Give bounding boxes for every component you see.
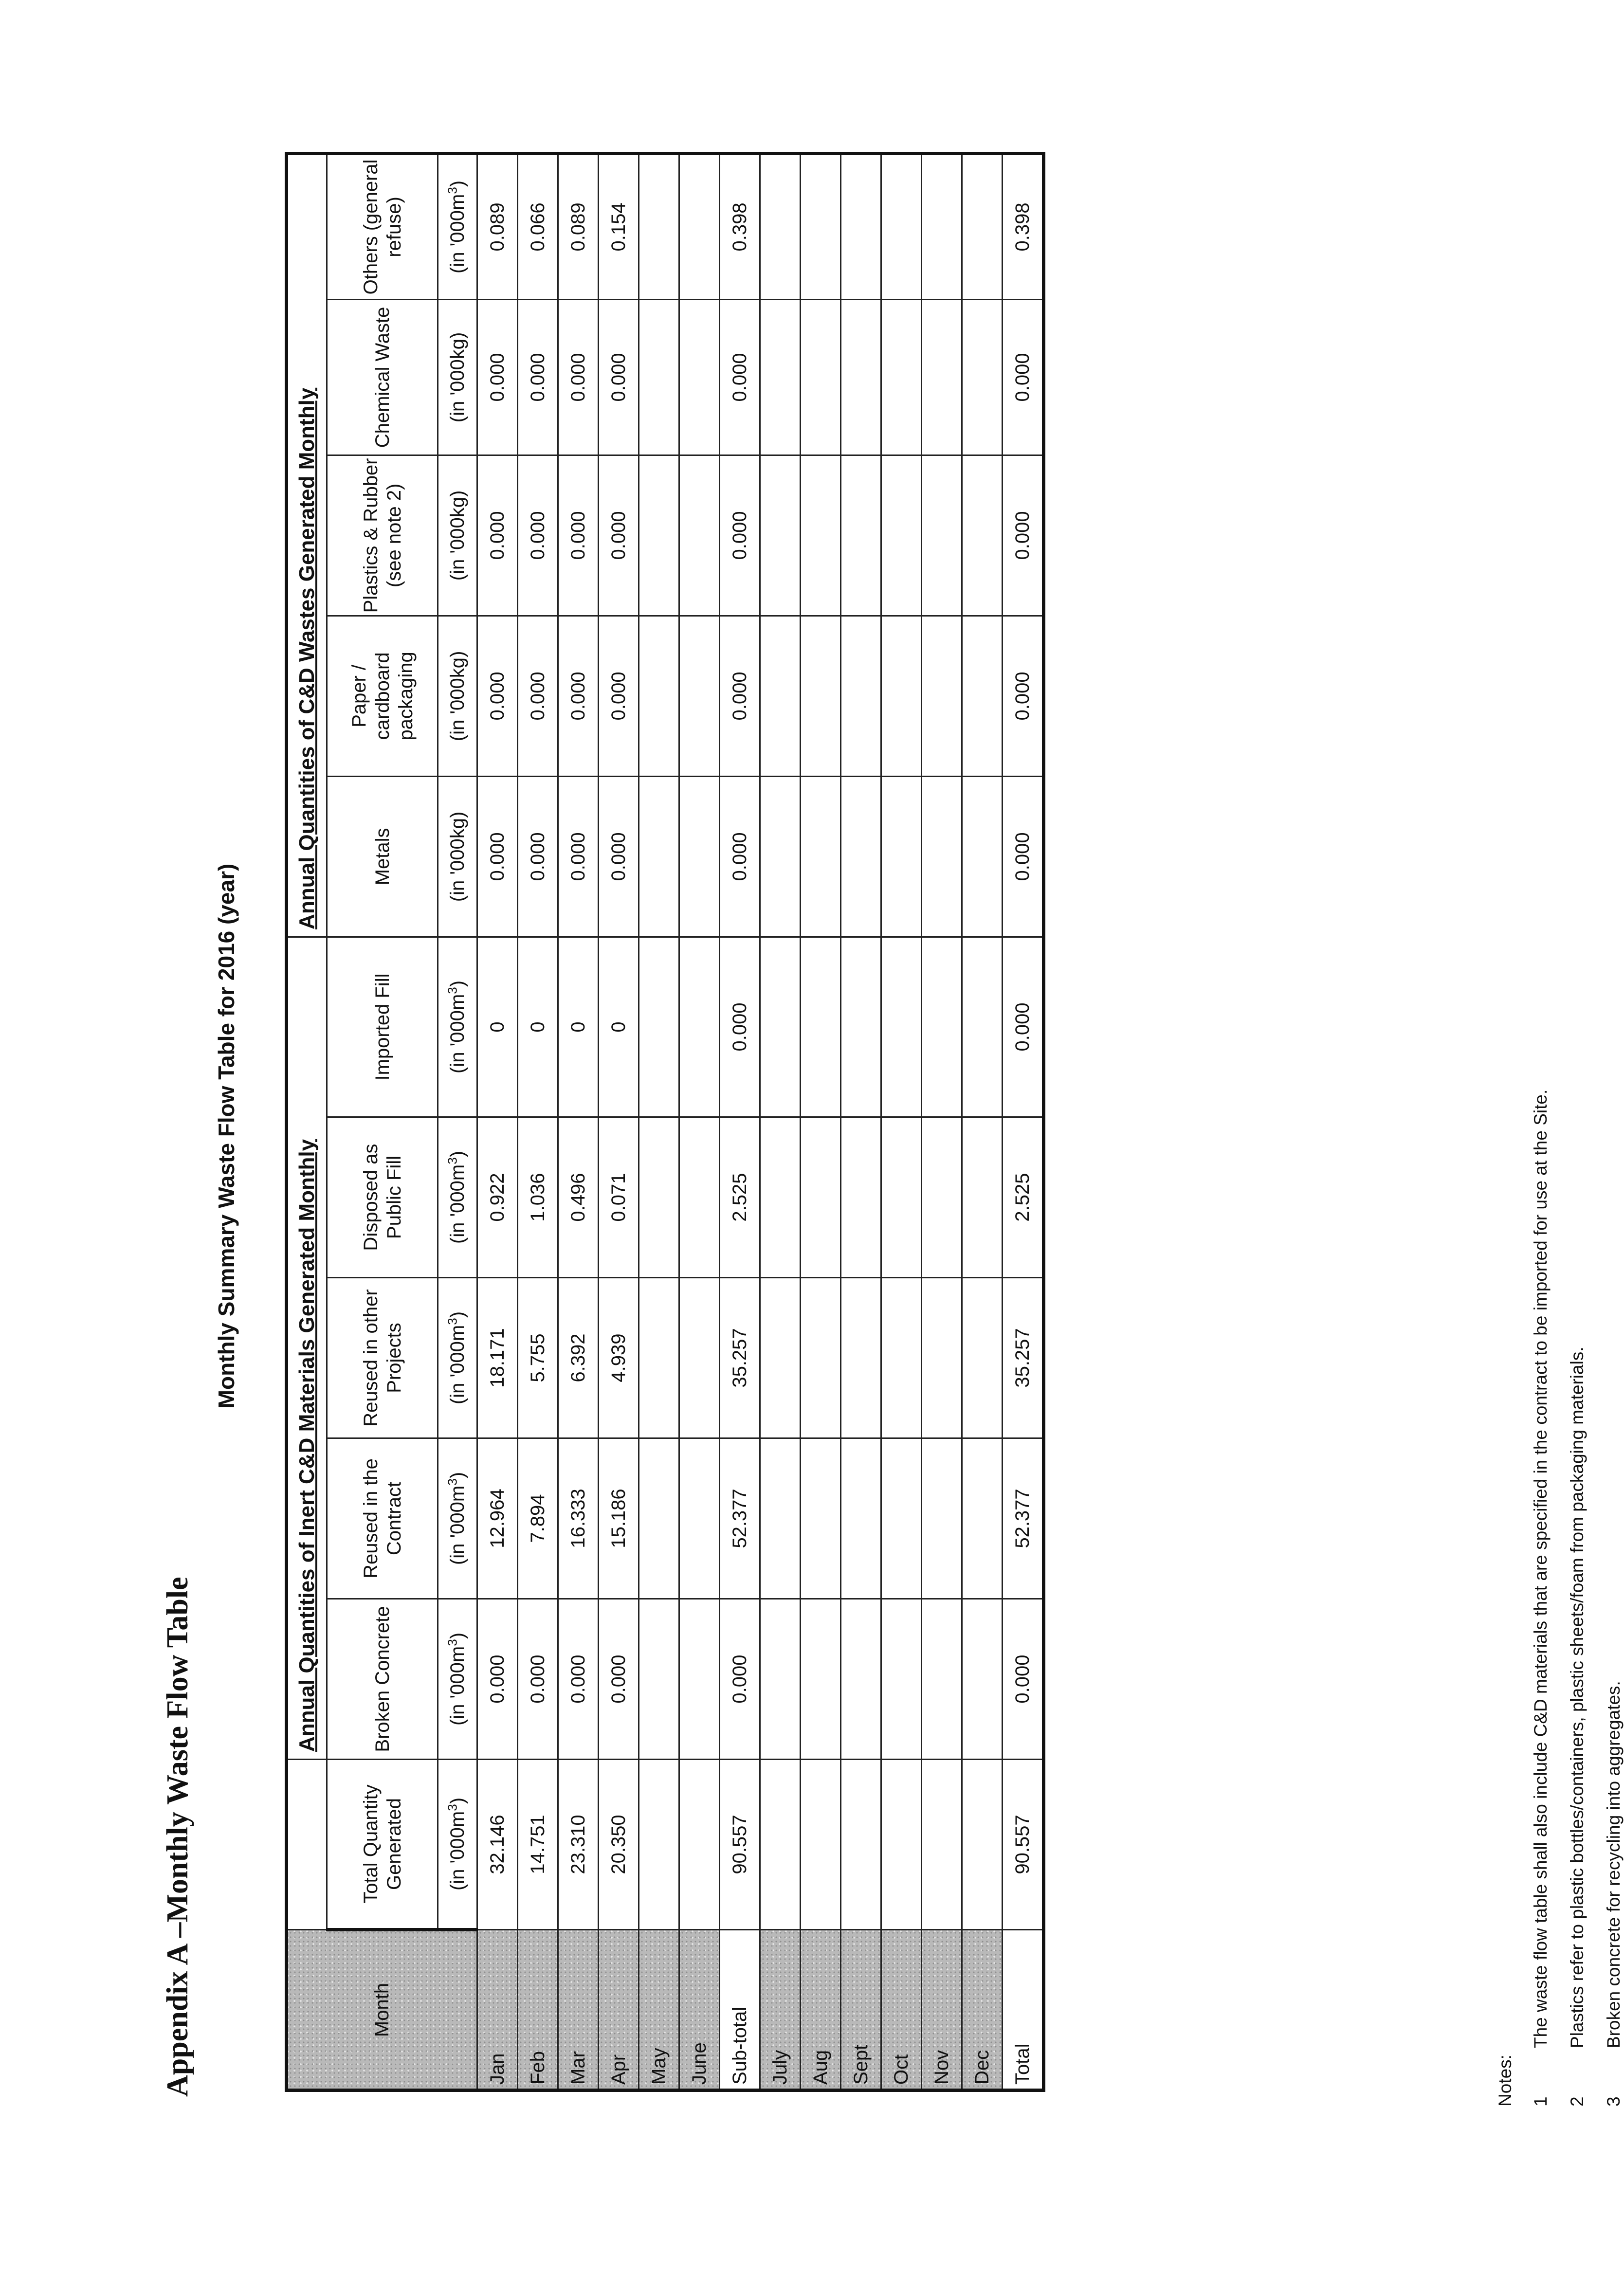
table-cell — [922, 616, 962, 776]
table-cell — [962, 299, 1003, 455]
table-cell: 15.186 — [599, 1438, 639, 1599]
table-cell: 5.755 — [518, 1278, 558, 1438]
table-cell: 0 — [558, 937, 599, 1117]
table-cell: 0.000 — [720, 1599, 760, 1760]
table-cell: 0.000 — [477, 455, 518, 616]
table-row — [679, 153, 720, 2090]
note-number: 1 — [1531, 2096, 1551, 2107]
month-cell: Dec — [962, 1930, 1003, 2090]
table-cell: 0.000 — [720, 937, 760, 1117]
col-header-paper: Paper / cardboard packaging — [327, 616, 438, 776]
table-cell: 0.071 — [599, 1117, 639, 1278]
month-cell: June — [679, 1930, 720, 2090]
table-cell: 0.000 — [1003, 937, 1044, 1117]
table-cell — [679, 937, 720, 1117]
month-cell: Apr — [599, 1930, 639, 2090]
note-item — [1567, 1346, 1588, 2107]
table-row — [922, 153, 962, 2090]
table-cell: 0.154 — [599, 153, 639, 299]
table-cell — [841, 776, 881, 937]
table-cell: 0.000 — [558, 616, 599, 776]
table-cell: 0.000 — [1003, 299, 1044, 455]
table-cell: 32.146 — [477, 1760, 518, 1930]
table-cell: 0.000 — [720, 299, 760, 455]
table-cell — [922, 299, 962, 455]
table-cell — [760, 776, 801, 937]
table-cell: 4.939 — [599, 1278, 639, 1438]
table-cell: 35.257 — [720, 1278, 760, 1438]
table-row — [881, 153, 922, 2090]
table-cell: 35.257 — [1003, 1278, 1044, 1438]
table-cell — [922, 1438, 962, 1599]
unit-cell: (in '000kg) — [438, 299, 477, 455]
table-cell — [679, 1278, 720, 1438]
table-cell — [881, 1760, 922, 1930]
table-cell — [922, 937, 962, 1117]
table-cell: 0.000 — [1003, 616, 1044, 776]
note-item — [1604, 1681, 1624, 2107]
table-cell — [801, 299, 841, 455]
table-row — [477, 153, 518, 2090]
table-cell — [881, 455, 922, 616]
table-cell: 0.000 — [477, 776, 518, 937]
month-header-label: Month — [371, 1982, 393, 2037]
table-cell: 0.000 — [599, 776, 639, 937]
table-cell — [881, 1438, 922, 1599]
blank-header-cell — [287, 1760, 327, 1930]
table-cell: 0.000 — [558, 776, 599, 937]
table-cell: 2.525 — [720, 1117, 760, 1278]
inert-group-header: Annual Quantities of Inert C&D Materials Generated Monthly — [287, 937, 327, 1759]
note-text: The waste flow table shall also include C&D materials that are specified in the contract to be imported for use at the Site. — [1531, 1089, 1551, 2048]
table-cell — [639, 153, 679, 299]
unit-cell: (in '000kg) — [438, 776, 477, 937]
table-cell: 0.000 — [558, 299, 599, 455]
table-cell — [760, 1599, 801, 1760]
table-cell — [801, 1117, 841, 1278]
col-header-chemical: Chemical Waste — [327, 299, 438, 455]
table-cell — [962, 1278, 1003, 1438]
month-cell: Total — [1003, 1930, 1044, 2090]
table-cell — [760, 937, 801, 1117]
month-header — [287, 1930, 477, 2090]
superscript: 3 — [445, 187, 460, 194]
table-cell — [881, 1278, 922, 1438]
cd-wastes-group-header: Annual Quantities of C&D Wastes Generated Monthly — [287, 153, 327, 937]
table-cell: 90.557 — [720, 1760, 760, 1930]
table-cell — [922, 1599, 962, 1760]
total-row — [1003, 153, 1044, 2090]
table-cell: 90.557 — [1003, 1760, 1044, 1930]
table-cell: 0.000 — [599, 1599, 639, 1760]
table-cell — [639, 776, 679, 937]
col-header-others: Others (general refuse) — [327, 153, 438, 299]
table-cell: 0.000 — [477, 616, 518, 776]
notes-heading: Notes: — [1495, 2054, 1515, 2107]
unit-cell: (in '$000m^3$) — [438, 1278, 477, 1438]
unit-cell: (in '$000m^3$) — [438, 937, 477, 1117]
table-cell: 0.066 — [518, 153, 558, 299]
table-cell — [922, 153, 962, 299]
table-row — [760, 153, 801, 2090]
table-cell: 0.000 — [518, 616, 558, 776]
table-cell — [881, 1117, 922, 1278]
table-cell — [962, 776, 1003, 937]
table-cell — [679, 776, 720, 937]
table-row — [558, 153, 599, 2090]
table-cell — [881, 1599, 922, 1760]
table-cell — [679, 1438, 720, 1599]
table-cell — [881, 153, 922, 299]
units-row — [438, 153, 477, 2090]
table-cell — [760, 1760, 801, 1930]
table-cell: 0 — [599, 937, 639, 1117]
table-cell — [841, 153, 881, 299]
appendix-title: Appendix A –Monthly Waste Flow Table — [161, 1577, 194, 2097]
table-cell: 0 — [518, 937, 558, 1117]
table-cell: 0.496 — [558, 1117, 599, 1278]
table-cell — [801, 616, 841, 776]
table-cell: 14.751 — [518, 1760, 558, 1930]
table-cell — [962, 1117, 1003, 1278]
table-cell — [639, 1760, 679, 1930]
month-cell: Nov — [922, 1930, 962, 2090]
table-cell: 0.922 — [477, 1117, 518, 1278]
note-text: Plastics refer to plastic bottles/containers, plastic sheets/foam from packaging materials. — [1567, 1346, 1587, 2048]
unit-cell: (in '000kg) — [438, 616, 477, 776]
table-cell — [841, 1117, 881, 1278]
superscript: 3 — [445, 1157, 460, 1164]
table-cell — [962, 616, 1003, 776]
table-cell — [801, 1438, 841, 1599]
table-cell — [922, 1278, 962, 1438]
table-cell — [639, 455, 679, 616]
table-cell — [760, 455, 801, 616]
table-cell — [841, 455, 881, 616]
table-cell — [760, 1438, 801, 1599]
table-cell: 0.000 — [558, 1599, 599, 1760]
table-cell: 0.089 — [477, 153, 518, 299]
table-cell — [639, 616, 679, 776]
table-cell: 12.964 — [477, 1438, 518, 1599]
table-cell: 0.000 — [599, 616, 639, 776]
table-cell — [841, 1599, 881, 1760]
superscript: 3 — [445, 1318, 460, 1325]
table-cell: 6.392 — [558, 1278, 599, 1438]
table-cell — [760, 616, 801, 776]
superscript: 3 — [445, 1804, 460, 1811]
table-cell — [922, 776, 962, 937]
table-cell: 2.525 — [1003, 1117, 1044, 1278]
table-cell: 0.000 — [518, 776, 558, 937]
table-cell: 0.000 — [518, 299, 558, 455]
table-cell — [639, 937, 679, 1117]
table-cell: 18.171 — [477, 1278, 518, 1438]
table-cell — [841, 299, 881, 455]
table-cell — [881, 937, 922, 1117]
table-cell — [679, 1760, 720, 1930]
table-cell: 0.000 — [720, 776, 760, 937]
waste-flow-table — [285, 152, 1045, 2092]
table-cell — [962, 1438, 1003, 1599]
col-header-broken-concrete: Broken Concrete — [327, 1599, 438, 1760]
month-cell: July — [760, 1930, 801, 2090]
table-row — [841, 153, 881, 2090]
superscript: 3 — [445, 1639, 460, 1646]
table-cell — [639, 299, 679, 455]
table-cell — [962, 1599, 1003, 1760]
unit-cell: (in '$000m^3$) — [438, 153, 477, 299]
table-cell: 0.398 — [1003, 153, 1044, 299]
table-cell — [801, 455, 841, 616]
col-header-public-fill: Disposed as Public Fill — [327, 1117, 438, 1278]
table-cell — [922, 455, 962, 616]
table-row — [599, 153, 639, 2090]
month-cell: Jan — [477, 1930, 518, 2090]
table-cell: 0.000 — [518, 455, 558, 616]
table-cell — [962, 455, 1003, 616]
note-item — [1531, 1090, 1551, 2107]
table-cell — [679, 1117, 720, 1278]
table-cell — [760, 1278, 801, 1438]
table-title-text: Monthly Summary Waste Flow Table for 2016 (year) — [214, 863, 239, 1409]
table-cell — [841, 1760, 881, 1930]
note-text: Broken concrete for recycling into aggregates. — [1604, 1681, 1624, 2048]
month-cell: Sub-total — [720, 1930, 760, 2090]
unit-cell: (in '$000m^3$) — [438, 1438, 477, 1599]
table-cell: 0.000 — [599, 455, 639, 616]
table-cell: 52.377 — [1003, 1438, 1044, 1599]
month-cell: Aug — [801, 1930, 841, 2090]
col-header-total-quantity: Total Quantity Generated — [327, 1760, 438, 1930]
table-cell — [841, 937, 881, 1117]
table-cell — [639, 1278, 679, 1438]
table-cell — [639, 1117, 679, 1278]
table-cell — [801, 937, 841, 1117]
table-cell: 0.000 — [1003, 1599, 1044, 1760]
table-cell — [841, 1278, 881, 1438]
table-cell: 20.350 — [599, 1760, 639, 1930]
table-cell: 0.000 — [720, 455, 760, 616]
col-header-metals: Metals — [327, 776, 438, 937]
col-header-reused-other: Reused in other Projects — [327, 1278, 438, 1438]
table-cell — [679, 455, 720, 616]
table-cell — [639, 1599, 679, 1760]
table-cell: 0.089 — [558, 153, 599, 299]
subtotal-row — [720, 153, 760, 2090]
table-cell: 0.000 — [720, 616, 760, 776]
month-cell: Feb — [518, 1930, 558, 2090]
table-cell: 23.310 — [558, 1760, 599, 1930]
table-cell — [679, 1599, 720, 1760]
superscript: 3 — [445, 1478, 460, 1486]
table-cell — [881, 299, 922, 455]
superscript: 3 — [445, 987, 460, 994]
unit-cell: (in '000kg) — [438, 455, 477, 616]
table-cell — [801, 1599, 841, 1760]
table-cell — [760, 153, 801, 299]
table-cell — [760, 299, 801, 455]
table-row — [518, 153, 558, 2090]
month-cell: May — [639, 1930, 679, 2090]
table-cell: 0.000 — [599, 299, 639, 455]
col-header-imported-fill: Imported Fill — [327, 937, 438, 1117]
month-cell: Oct — [881, 1930, 922, 2090]
table-cell — [760, 1117, 801, 1278]
table-cell: 0.000 — [477, 1599, 518, 1760]
table-cell — [801, 153, 841, 299]
table-cell — [881, 616, 922, 776]
table-cell — [801, 1278, 841, 1438]
table-cell — [922, 1760, 962, 1930]
month-cell: Mar — [558, 1930, 599, 2090]
unit-cell: (in '$000m^3$) — [438, 1599, 477, 1760]
table-cell — [962, 1760, 1003, 1930]
note-number: 2 — [1567, 2096, 1587, 2107]
table-cell — [639, 1438, 679, 1599]
table-cell — [881, 776, 922, 937]
table-cell — [801, 776, 841, 937]
table-cell — [962, 153, 1003, 299]
table-cell: 16.333 — [558, 1438, 599, 1599]
table-row — [801, 153, 841, 2090]
unit-cell: (in '$000m^3$) — [438, 1117, 477, 1278]
table-cell — [922, 1117, 962, 1278]
note-number: 3 — [1604, 2096, 1624, 2107]
table-cell: 0.000 — [518, 1599, 558, 1760]
month-cell: Sept — [841, 1930, 881, 2090]
table-cell — [679, 616, 720, 776]
table-cell: 0 — [477, 937, 518, 1117]
table-cell: 7.894 — [518, 1438, 558, 1599]
table-cell: 52.377 — [720, 1438, 760, 1599]
table-cell — [841, 616, 881, 776]
table-cell — [679, 299, 720, 455]
table-cell: 1.036 — [518, 1117, 558, 1278]
table-cell: 0.000 — [1003, 455, 1044, 616]
table-cell — [801, 1760, 841, 1930]
table-row — [962, 153, 1003, 2090]
col-header-reused-contract: Reused in the Contract — [327, 1438, 438, 1599]
unit-cell: (in '$000m^3$) — [438, 1760, 477, 1930]
table-cell: 0.000 — [558, 455, 599, 616]
table-cell: 0.000 — [477, 299, 518, 455]
table-row — [639, 153, 679, 2090]
table-cell: 0.000 — [1003, 776, 1044, 937]
table-cell — [962, 937, 1003, 1117]
table-cell — [679, 153, 720, 299]
col-header-plastics: Plastics & Rubber (see note 2) — [327, 455, 438, 616]
table-cell — [841, 1438, 881, 1599]
table-title — [213, 0, 239, 2272]
table-cell: 0.398 — [720, 153, 760, 299]
table-body — [477, 153, 1044, 2090]
